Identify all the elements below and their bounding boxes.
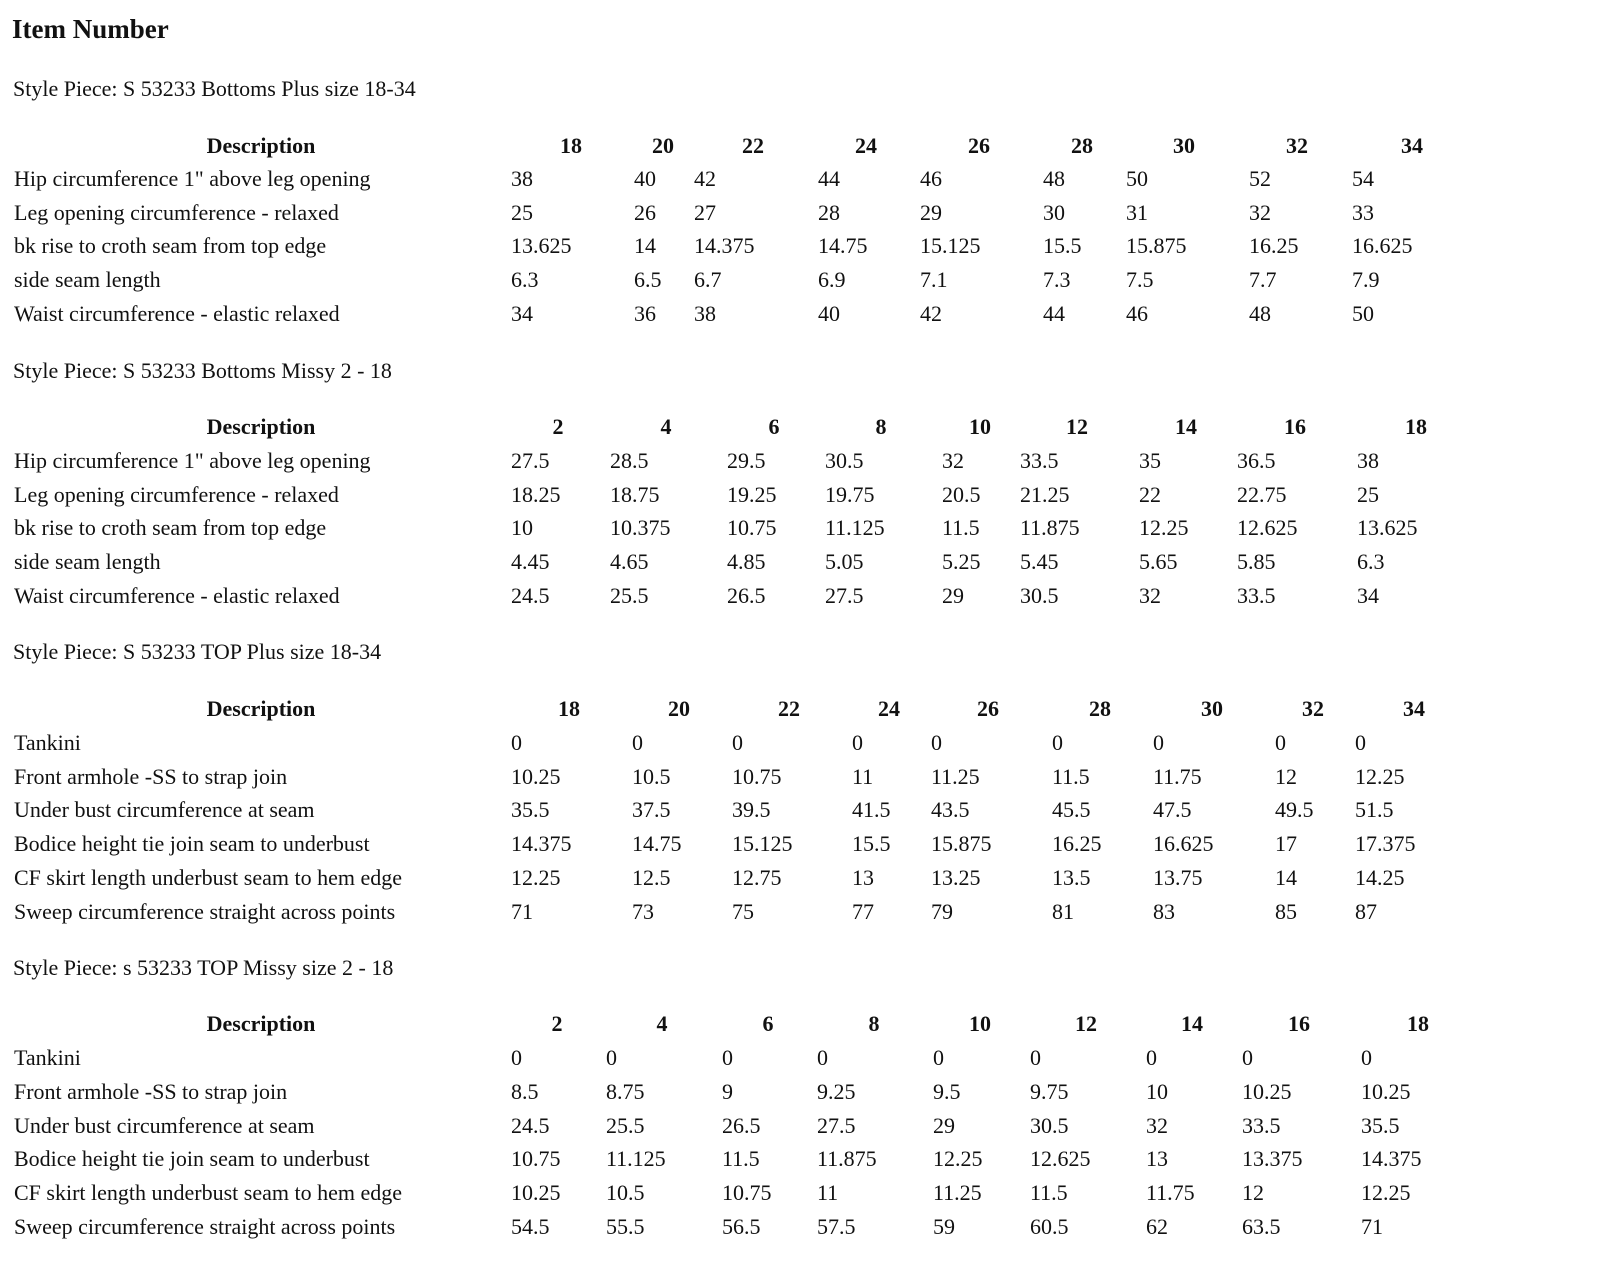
measurement-cell: 11.5: [942, 515, 980, 541]
column-header-description: Description: [206, 696, 316, 721]
measurement-cell: 45.5: [1052, 797, 1091, 823]
measurement-cell: 0: [511, 1045, 522, 1070]
measurement-cell: 42: [920, 300, 942, 326]
measurement-cell: 10.75: [727, 515, 777, 541]
column-header-size: 8: [875, 414, 887, 439]
measurement-cell: 0: [1242, 1045, 1253, 1070]
measurement-cell: 19.75: [825, 481, 875, 507]
measurement-cell: 37.5: [632, 797, 671, 823]
measurement-cell: 7.7: [1249, 267, 1277, 293]
measurement-cell: 0: [632, 730, 643, 755]
measurement-cell: 26.5: [722, 1112, 761, 1138]
row-description: Bodice height tie join seam to underbust: [14, 1146, 370, 1172]
measurement-cell: 39.5: [732, 797, 771, 823]
measurement-cell: 15.125: [920, 233, 981, 259]
measurement-cell: 12.25: [1361, 1180, 1411, 1206]
measurement-cell: 10.25: [511, 763, 561, 789]
measurement-cell: 12.625: [1237, 515, 1298, 541]
measurement-cell: 11.25: [931, 763, 980, 789]
measurement-cell: 12.25: [1139, 515, 1189, 541]
row-description: Front armhole -SS to strap join: [14, 763, 288, 789]
measurement-cell: 28: [818, 199, 840, 225]
measurement-cell: 0: [1153, 730, 1164, 755]
measurement-cell: 50: [1126, 166, 1148, 191]
section-title: Style Piece: s 53233 TOP Missy size 2 - 18: [13, 955, 394, 980]
measurement-cell: 15.5: [1043, 233, 1082, 259]
measurement-cell: 12.5: [632, 864, 671, 890]
measurement-cell: 48: [1043, 166, 1065, 191]
measurement-cell: 10.25: [511, 1180, 561, 1206]
row-description: CF skirt length underbust seam to hem edge: [14, 864, 402, 890]
measurement-cell: 0: [931, 730, 942, 755]
column-header-size: 26: [977, 696, 999, 721]
measurement-cell: 9: [722, 1078, 733, 1104]
measurement-cell: 26: [634, 199, 656, 225]
row-description: Under bust circumference at seam: [14, 1112, 315, 1138]
measurement-cell: 25: [1357, 481, 1379, 507]
measurement-cell: 10.5: [606, 1180, 645, 1206]
measurement-cell: 17: [1275, 831, 1297, 857]
measurement-cell: 11.125: [825, 515, 885, 541]
measurement-cell: 36: [634, 300, 656, 326]
measurement-cell: 75: [732, 898, 754, 924]
measurement-cell: 12.75: [732, 864, 782, 890]
row-description: Leg opening circumference - relaxed: [14, 481, 339, 507]
measurement-cell: 30.5: [825, 448, 864, 473]
row-description: Leg opening circumference - relaxed: [14, 199, 339, 225]
measurement-cell: 21.25: [1020, 481, 1070, 507]
measurement-cell: 30.5: [1020, 582, 1059, 608]
column-header-size: 24: [878, 696, 900, 721]
row-description: side seam length: [14, 549, 161, 575]
measurement-cell: 51.5: [1355, 797, 1394, 823]
measurement-cell: 38: [1357, 448, 1379, 473]
measurement-cell: 20.5: [942, 481, 981, 507]
measurement-cell: 14: [1275, 864, 1297, 890]
section-title: Style Piece: S 53233 Bottoms Plus size 18-34: [13, 76, 416, 101]
section-title: Style Piece: S 53233 TOP Plus size 18-34: [13, 639, 382, 664]
measurement-cell: 14.375: [511, 831, 572, 857]
measurement-cell: 8.5: [511, 1078, 539, 1104]
measurement-cell: 14.375: [1361, 1146, 1422, 1172]
measurement-cell: 32: [1139, 582, 1161, 608]
measurement-cell: 0: [852, 730, 863, 755]
measurement-cell: 15.125: [732, 831, 793, 857]
column-header-size: 16: [1288, 1011, 1310, 1036]
measurement-cell: 33.5: [1237, 582, 1276, 608]
measurement-cell: 6.3: [1357, 549, 1385, 575]
column-header-size: 34: [1401, 133, 1423, 158]
row-description: CF skirt length underbust seam to hem edge: [14, 1180, 402, 1206]
measurement-cell: 0: [1146, 1045, 1157, 1070]
column-header-size: 24: [855, 133, 877, 158]
measurement-cell: 54: [1352, 166, 1374, 191]
measurement-cell: 6.3: [511, 267, 539, 293]
column-header-size: 10: [969, 1011, 991, 1036]
measurement-cell: 0: [732, 730, 743, 755]
column-header-size: 18: [558, 696, 580, 721]
measurement-cell: 12: [1275, 763, 1297, 789]
measurement-cell: 30.5: [1030, 1112, 1069, 1138]
row-description: Under bust circumference at seam: [14, 797, 315, 823]
measurement-cell: 11.75: [1146, 1180, 1195, 1206]
measurement-cell: 14.75: [818, 233, 868, 259]
measurement-cell: 48: [1249, 300, 1271, 326]
measurement-cell: 0: [511, 730, 522, 755]
measurement-cell: 27.5: [817, 1112, 856, 1138]
measurement-cell: 5.25: [942, 549, 981, 575]
measurement-cell: 22.75: [1237, 481, 1287, 507]
measurement-cell: 9.5: [933, 1078, 961, 1104]
measurement-cell: 13.625: [1357, 515, 1418, 541]
measurement-cell: 47.5: [1153, 797, 1192, 823]
row-description: bk rise to croth seam from top edge: [14, 233, 327, 259]
column-header-size: 32: [1302, 696, 1324, 721]
measurement-cell: 25.5: [606, 1112, 645, 1138]
measurement-cell: 34: [511, 300, 533, 326]
measurement-cell: 8.75: [606, 1078, 645, 1104]
measurement-cell: 0: [933, 1045, 944, 1070]
column-header-size: 32: [1286, 133, 1308, 158]
row-description: Hip circumference 1" above leg opening: [14, 166, 371, 191]
measurement-cell: 10.75: [511, 1146, 561, 1172]
measurement-cell: 44: [1043, 300, 1065, 326]
measurement-cell: 32: [1146, 1112, 1168, 1138]
measurement-cell: 10.75: [732, 763, 782, 789]
row-description: Front armhole -SS to strap join: [14, 1078, 288, 1104]
measurement-cell: 0: [1030, 1045, 1041, 1070]
measurement-cell: 87: [1355, 898, 1377, 924]
column-header-size: 6: [768, 414, 780, 439]
measurement-cell: 79: [931, 898, 953, 924]
measurement-cell: 33.5: [1020, 448, 1059, 473]
measurement-cell: 60.5: [1030, 1214, 1069, 1239]
section-title: Style Piece: S 53233 Bottoms Missy 2 - 18: [13, 358, 392, 383]
measurement-cell: 32: [1249, 199, 1271, 225]
measurement-cell: 54.5: [511, 1214, 550, 1239]
measurement-cell: 81: [1052, 898, 1074, 924]
measurement-cell: 0: [1275, 730, 1286, 755]
row-description: Tankini: [14, 730, 81, 755]
measurement-cell: 73: [632, 898, 654, 924]
measurement-cell: 14: [634, 233, 656, 259]
measurement-cell: 49.5: [1275, 797, 1314, 823]
measurement-cell: 0: [1052, 730, 1063, 755]
measurement-cell: 7.1: [920, 267, 948, 293]
column-header-size: 22: [742, 133, 764, 158]
measurement-cell: 12.25: [511, 864, 561, 890]
measurement-cell: 11.5: [722, 1146, 760, 1172]
measurement-cell: 10: [511, 515, 533, 541]
row-description: Sweep circumference straight across points: [14, 1214, 396, 1239]
measurement-cell: 85: [1275, 898, 1297, 924]
measurement-cell: 34: [1357, 582, 1379, 608]
measurement-cell: 11.5: [1030, 1180, 1068, 1206]
measurement-cell: 14.375: [694, 233, 755, 259]
column-header-size: 20: [652, 133, 674, 158]
column-header-description: Description: [206, 133, 316, 158]
measurement-cell: 9.75: [1030, 1078, 1069, 1104]
measurement-cell: 33.5: [1242, 1112, 1281, 1138]
measurement-cell: 9.25: [817, 1078, 856, 1104]
measurement-cell: 42: [694, 166, 716, 191]
measurement-cell: 29: [942, 582, 964, 608]
column-header-size: 18: [560, 133, 582, 158]
column-header-size: 4: [660, 414, 672, 439]
measurement-cell: 11: [852, 763, 874, 789]
column-header-description: Description: [206, 414, 316, 439]
column-header-size: 18: [1407, 1011, 1429, 1036]
row-description: Sweep circumference straight across points: [14, 898, 396, 924]
measurement-cell: 14.75: [632, 831, 682, 857]
measurement-cell: 32: [942, 448, 964, 473]
measurement-cell: 13.375: [1242, 1146, 1303, 1172]
measurement-cell: 0: [817, 1045, 828, 1070]
measurement-cell: 77: [852, 898, 874, 924]
measurement-cell: 11.25: [933, 1180, 982, 1206]
measurement-cell: 19.25: [727, 481, 777, 507]
column-header-size: 16: [1284, 414, 1306, 439]
measurement-cell: 26.5: [727, 582, 766, 608]
measurement-cell: 13: [852, 864, 874, 890]
measurement-cell: 29.5: [727, 448, 766, 473]
measurement-cell: 15.875: [1126, 233, 1187, 259]
measurement-cell: 33: [1352, 199, 1374, 225]
measurement-cell: 29: [933, 1112, 955, 1138]
measurement-cell: 44: [818, 166, 840, 191]
measurement-cell: 25: [511, 199, 533, 225]
row-description: bk rise to croth seam from top edge: [14, 515, 327, 541]
measurement-cell: 13.625: [511, 233, 572, 259]
measurement-cell: 30: [1043, 199, 1065, 225]
measurement-cell: 36.5: [1237, 448, 1276, 473]
measurement-cell: 71: [1361, 1214, 1383, 1239]
measurement-cell: 10.75: [722, 1180, 772, 1206]
measurement-cell: 56.5: [722, 1214, 761, 1239]
measurement-cell: 59: [933, 1214, 955, 1239]
measurement-cell: 46: [920, 166, 942, 191]
column-header-size: 30: [1201, 696, 1223, 721]
measurement-cell: 35.5: [1361, 1112, 1400, 1138]
column-header-size: 8: [868, 1011, 880, 1036]
measurement-cell: 0: [722, 1045, 733, 1070]
measurement-cell: 11: [817, 1180, 839, 1206]
measurement-cell: 12.25: [1355, 763, 1405, 789]
row-description: side seam length: [14, 267, 161, 293]
measurement-cell: 35.5: [511, 797, 550, 823]
column-header-size: 10: [969, 414, 991, 439]
measurement-cell: 13.25: [931, 864, 981, 890]
measurement-cell: 40: [818, 300, 840, 326]
column-header-size: 18: [1405, 414, 1427, 439]
measurement-cell: 12: [1242, 1180, 1264, 1206]
column-header-size: 14: [1181, 1011, 1203, 1036]
measurement-cell: 18.25: [511, 481, 561, 507]
measurement-cell: 0: [1355, 730, 1366, 755]
measurement-cell: 11.5: [1052, 763, 1090, 789]
measurement-cell: 4.85: [727, 549, 766, 575]
measurement-cell: 10.25: [1361, 1078, 1411, 1104]
column-header-size: 12: [1066, 414, 1088, 439]
measurement-cell: 27.5: [825, 582, 864, 608]
measurement-cell: 0: [1361, 1045, 1372, 1070]
column-header-size: 30: [1173, 133, 1195, 158]
measurement-cell: 27.5: [511, 448, 550, 473]
measurement-cell: 10.25: [1242, 1078, 1292, 1104]
measurement-cell: 7.9: [1352, 267, 1380, 293]
column-header-size: 4: [656, 1011, 668, 1036]
measurement-cell: 57.5: [817, 1214, 856, 1239]
column-header-size: 6: [762, 1011, 774, 1036]
measurement-cell: 13: [1146, 1146, 1168, 1172]
measurement-cell: 7.3: [1043, 267, 1071, 293]
measurement-cell: 15.875: [931, 831, 992, 857]
measurement-cell: 12.625: [1030, 1146, 1091, 1172]
measurement-cell: 16.25: [1052, 831, 1102, 857]
row-description: Hip circumference 1" above leg opening: [14, 448, 371, 473]
column-header-size: 20: [668, 696, 690, 721]
measurement-cell: 13.5: [1052, 864, 1091, 890]
column-header-size: 12: [1075, 1011, 1097, 1036]
measurement-cell: 6.9: [818, 267, 846, 293]
measurement-cell: 15.5: [852, 831, 891, 857]
measurement-cell: 52: [1249, 166, 1271, 191]
measurement-cell: 63.5: [1242, 1214, 1281, 1239]
measurement-cell: 16.625: [1352, 233, 1413, 259]
column-header-description: Description: [206, 1011, 316, 1036]
measurement-cell: 0: [606, 1045, 617, 1070]
measurement-cell: 5.65: [1139, 549, 1178, 575]
measurement-cell: 11.75: [1153, 763, 1202, 789]
page-title: Item Number: [12, 14, 169, 44]
measurement-cell: 55.5: [606, 1214, 645, 1239]
measurement-cell: 35: [1139, 448, 1161, 473]
measurement-cell: 5.85: [1237, 549, 1276, 575]
measurement-cell: 62: [1146, 1214, 1168, 1239]
measurement-cell: 46: [1126, 300, 1148, 326]
column-header-size: 22: [778, 696, 800, 721]
column-header-size: 26: [968, 133, 990, 158]
measurement-cell: 5.45: [1020, 549, 1059, 575]
measurement-cell: 12.25: [933, 1146, 983, 1172]
measurement-cell: 31: [1126, 199, 1148, 225]
column-header-size: 2: [551, 1011, 563, 1036]
measurement-cell: 40: [634, 166, 656, 191]
measurement-cell: 7.5: [1126, 267, 1154, 293]
measurement-cell: 6.5: [634, 267, 662, 293]
measurement-cell: 50: [1352, 300, 1374, 326]
measurement-cell: 41.5: [852, 797, 891, 823]
measurement-cell: 24.5: [511, 1112, 550, 1138]
measurement-cell: 27: [694, 199, 716, 225]
measurement-cell: 24.5: [511, 582, 550, 608]
measurement-cell: 17.375: [1355, 831, 1416, 857]
measurement-cell: 43.5: [931, 797, 970, 823]
measurement-cell: 10.5: [632, 763, 671, 789]
measurement-cell: 5.05: [825, 549, 864, 575]
column-header-size: 28: [1089, 696, 1111, 721]
measurement-cell: 11.875: [817, 1146, 877, 1172]
measurement-cell: 25.5: [610, 582, 649, 608]
measurement-cell: 29: [920, 199, 942, 225]
column-header-size: 28: [1071, 133, 1093, 158]
measurement-cell: 16.25: [1249, 233, 1299, 259]
measurement-cell: 83: [1153, 898, 1175, 924]
measurement-cell: 22: [1139, 481, 1161, 507]
column-header-size: 34: [1403, 696, 1425, 721]
row-description: Bodice height tie join seam to underbust: [14, 831, 370, 857]
measurement-cell: 16.625: [1153, 831, 1214, 857]
measurement-cell: 10.375: [610, 515, 671, 541]
measurement-cell: 11.125: [606, 1146, 666, 1172]
measurement-cell: 38: [511, 166, 533, 191]
measurement-cell: 71: [511, 898, 533, 924]
measurement-cell: 11.875: [1020, 515, 1080, 541]
measurement-cell: 10: [1146, 1078, 1168, 1104]
row-description: Waist circumference - elastic relaxed: [14, 300, 340, 326]
measurement-cell: 6.7: [694, 267, 722, 293]
row-description: Waist circumference - elastic relaxed: [14, 582, 340, 608]
measurement-cell: 13.75: [1153, 864, 1203, 890]
measurement-cell: 18.75: [610, 481, 660, 507]
row-description: Tankini: [14, 1045, 81, 1070]
measurement-cell: 28.5: [610, 448, 649, 473]
column-header-size: 2: [552, 414, 564, 439]
column-header-size: 14: [1175, 414, 1197, 439]
measurement-cell: 14.25: [1355, 864, 1405, 890]
measurement-cell: 4.45: [511, 549, 550, 575]
measurement-cell: 38: [694, 300, 716, 326]
measurement-cell: 4.65: [610, 549, 649, 575]
